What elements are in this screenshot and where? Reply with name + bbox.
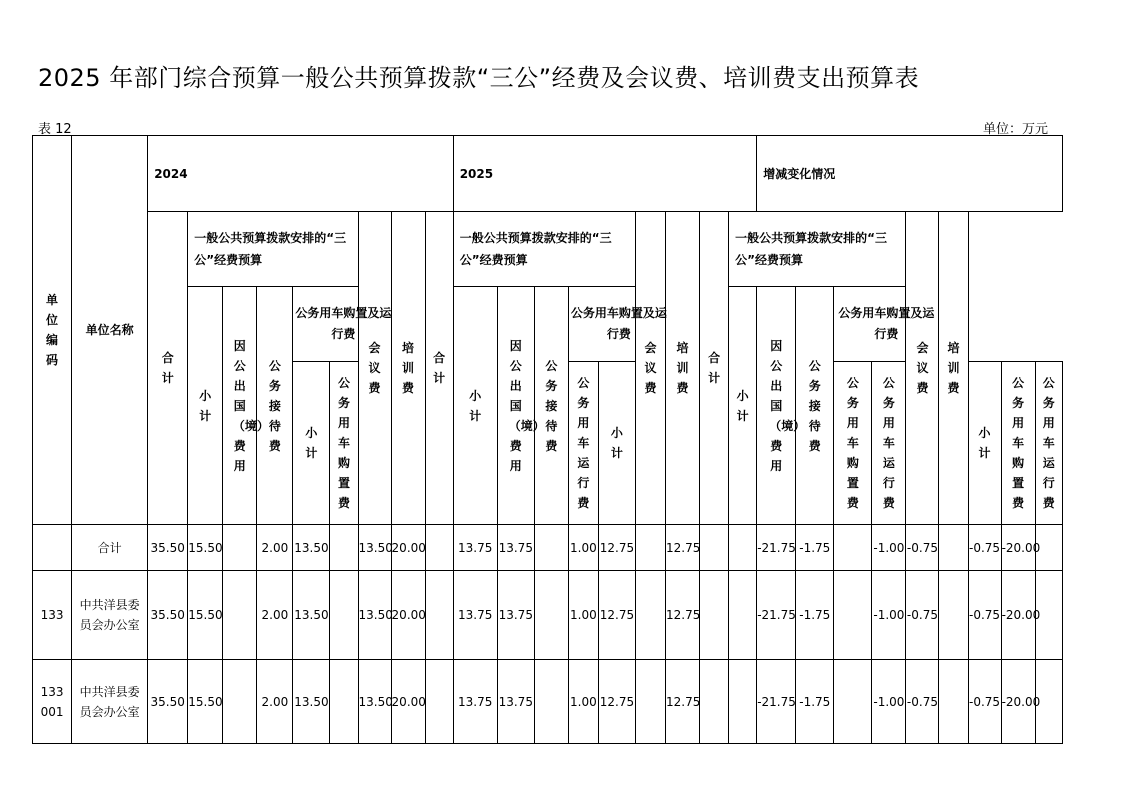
header-vehicle-change: 公务用车购置及运行费 xyxy=(834,287,939,362)
value-cell: 12.75 xyxy=(598,525,635,571)
header-reception-change: 公务接待费 xyxy=(796,287,834,525)
header-vehicle-subtotal-2024: 小计 xyxy=(293,362,330,525)
unit-code-cell: 133001 xyxy=(33,660,72,744)
value-cell: -1.75 xyxy=(796,571,834,660)
header-three-public-2024: 一般公共预算拨款安排的“三公”经费预算 xyxy=(188,212,358,287)
header-reception-2024: 公务接待费 xyxy=(257,287,293,525)
value-cell: 2.00 xyxy=(257,525,293,571)
value-cell: -20.00 xyxy=(1001,660,1035,744)
value-cell: 13.50 xyxy=(358,571,391,660)
value-cell: -1.75 xyxy=(796,660,834,744)
value-cell xyxy=(729,525,757,571)
value-cell: 2.00 xyxy=(257,660,293,744)
header-vehicle-operation-2024: 公务用车运行费 xyxy=(568,362,598,525)
header-vehicle-subtotal-change: 小计 xyxy=(968,362,1001,525)
value-cell: -0.75 xyxy=(968,660,1001,744)
value-cell xyxy=(534,571,568,660)
header-unit-name: 单位名称 xyxy=(72,136,148,525)
header-subtotal-change: 小计 xyxy=(729,287,757,525)
value-cell xyxy=(729,660,757,744)
value-cell xyxy=(939,525,968,571)
value-cell: -0.75 xyxy=(906,660,939,744)
value-cell: 13.75 xyxy=(497,525,534,571)
header-vehicle-purchase-2025: 公务用车购置费 xyxy=(834,362,872,525)
header-meeting-2025: 会议费 xyxy=(635,212,665,525)
header-vehicle-2025: 公务用车购置及运行费 xyxy=(568,287,665,362)
value-cell: 15.50 xyxy=(188,525,223,571)
value-cell: 15.50 xyxy=(188,660,223,744)
value-cell xyxy=(534,525,568,571)
value-cell xyxy=(939,571,968,660)
unit-label: 单位：万元 xyxy=(983,122,1049,137)
table-row xyxy=(33,571,1063,660)
header-reception-2025: 公务接待费 xyxy=(534,287,568,525)
header-meeting-change: 会议费 xyxy=(906,212,939,525)
header-vehicle-2024: 公务用车购置及运行费 xyxy=(293,287,391,362)
value-cell: 13.75 xyxy=(497,571,534,660)
table-number: 表 12 xyxy=(38,122,72,137)
value-cell xyxy=(223,660,257,744)
value-cell: 13.75 xyxy=(453,571,497,660)
header-change: 增减变化情况 xyxy=(757,136,1063,212)
header-subtotal-2024: 小计 xyxy=(188,287,223,525)
header-training-2024: 培训费 xyxy=(391,212,425,525)
header-abroad-change: 因公出国（境）费用 xyxy=(757,287,796,525)
value-cell: 13.50 xyxy=(293,525,330,571)
value-cell xyxy=(700,525,729,571)
header-abroad-2025: 因公出国（境）费用 xyxy=(497,287,534,525)
value-cell: 1.00 xyxy=(568,660,598,744)
value-cell: -1.00 xyxy=(872,660,906,744)
value-cell: 12.75 xyxy=(666,571,700,660)
header-training-change: 培训费 xyxy=(939,212,968,525)
unit-name-cell: 中共洋县委员会办公室 xyxy=(72,660,148,744)
value-cell xyxy=(330,525,358,571)
header-abroad-2024: 因公出国（境）费用 xyxy=(223,287,257,525)
value-cell: 12.75 xyxy=(666,525,700,571)
value-cell: -20.00 xyxy=(1001,525,1035,571)
value-cell: 20.00 xyxy=(391,660,425,744)
header-year-2025: 2025 xyxy=(453,136,757,212)
header-unit-code: 单位编码 xyxy=(33,136,72,525)
header-three-public-change: 一般公共预算拨款安排的“三公”经费预算 xyxy=(729,212,906,287)
value-cell xyxy=(700,660,729,744)
value-cell: 35.50 xyxy=(148,525,188,571)
value-cell: 35.50 xyxy=(148,571,188,660)
header-vehicle-operation-change: 公务用车运行费 xyxy=(1035,362,1062,525)
value-cell xyxy=(425,525,453,571)
unit-name-cell: 中共洋县委员会办公室 xyxy=(72,571,148,660)
header-subtotal-2025: 小计 xyxy=(453,287,497,525)
value-cell xyxy=(700,571,729,660)
value-cell: 12.75 xyxy=(598,660,635,744)
header-total-2024: 合计 xyxy=(148,212,188,525)
value-cell: 35.50 xyxy=(148,660,188,744)
value-cell: 20.00 xyxy=(391,525,425,571)
value-cell: -21.75 xyxy=(757,660,796,744)
value-cell: -1.00 xyxy=(872,571,906,660)
value-cell xyxy=(834,525,872,571)
value-cell: -1.00 xyxy=(872,525,906,571)
page-title: 2025 年部门综合预算一般公共预算拨款“三公”经费及会议费、培训费支出预算表 xyxy=(38,64,920,92)
value-cell: 15.50 xyxy=(188,571,223,660)
value-cell xyxy=(330,660,358,744)
header-total-2025: 合计 xyxy=(425,212,453,525)
value-cell: -21.75 xyxy=(757,525,796,571)
value-cell xyxy=(939,660,968,744)
value-cell xyxy=(223,571,257,660)
value-cell xyxy=(834,571,872,660)
value-cell: 13.50 xyxy=(358,525,391,571)
unit-code-cell: 133 xyxy=(33,571,72,660)
header-vehicle-purchase-2024: 公务用车购置费 xyxy=(330,362,358,525)
value-cell: 13.75 xyxy=(453,525,497,571)
value-cell xyxy=(635,525,665,571)
value-cell: 13.75 xyxy=(497,660,534,744)
value-cell xyxy=(635,660,665,744)
value-cell: -0.75 xyxy=(968,571,1001,660)
value-cell xyxy=(330,571,358,660)
value-cell: 13.50 xyxy=(358,660,391,744)
value-cell: 12.75 xyxy=(666,660,700,744)
table-row xyxy=(33,660,1063,744)
budget-table xyxy=(32,135,1063,744)
header-total-change: 合计 xyxy=(700,212,729,525)
value-cell: 1.00 xyxy=(568,571,598,660)
value-cell: -0.75 xyxy=(906,525,939,571)
header-vehicle-purchase-change: 公务用车购置费 xyxy=(1001,362,1035,525)
value-cell: 13.50 xyxy=(293,660,330,744)
header-vehicle-subtotal-2025: 小计 xyxy=(598,362,635,525)
value-cell xyxy=(534,660,568,744)
value-cell: 13.75 xyxy=(453,660,497,744)
value-cell xyxy=(729,571,757,660)
value-cell xyxy=(635,571,665,660)
value-cell: -0.75 xyxy=(906,571,939,660)
value-cell xyxy=(834,660,872,744)
value-cell: 12.75 xyxy=(598,571,635,660)
value-cell: 13.50 xyxy=(293,571,330,660)
value-cell: -21.75 xyxy=(757,571,796,660)
value-cell xyxy=(425,660,453,744)
value-cell: 1.00 xyxy=(568,525,598,571)
header-three-public-2025: 一般公共预算拨款安排的“三公”经费预算 xyxy=(453,212,635,287)
unit-name-cell: 合计 xyxy=(72,525,148,571)
table-row xyxy=(33,525,1063,571)
header-year-2024: 2024 xyxy=(148,136,454,212)
value-cell: -0.75 xyxy=(968,525,1001,571)
value-cell: 2.00 xyxy=(257,571,293,660)
value-cell: -1.75 xyxy=(796,525,834,571)
value-cell xyxy=(425,571,453,660)
unit-code-cell xyxy=(33,525,72,571)
header-training-2025: 培训费 xyxy=(666,212,700,525)
header-vehicle-operation-2025: 公务用车运行费 xyxy=(872,362,906,525)
value-cell: -20.00 xyxy=(1001,571,1035,660)
value-cell xyxy=(223,525,257,571)
header-meeting-2024: 会议费 xyxy=(358,212,391,525)
value-cell: 20.00 xyxy=(391,571,425,660)
